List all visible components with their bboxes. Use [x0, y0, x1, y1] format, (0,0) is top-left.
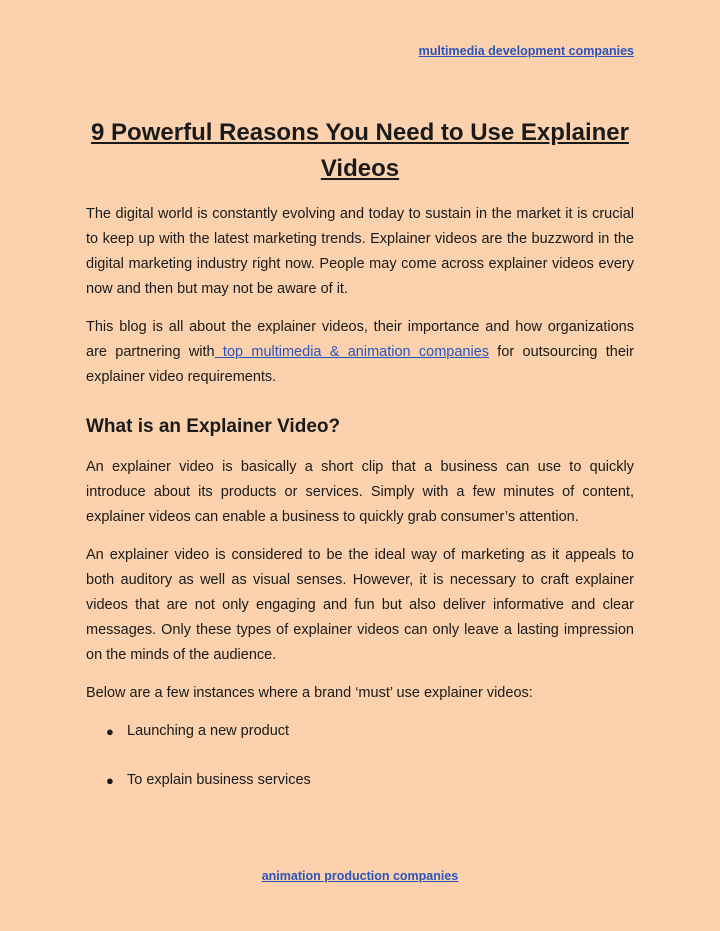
blog-paragraph-text-before: This blog is all about the explainer videos, their importance and how organizations are partnering with	[86, 319, 634, 360]
article-title: 9 Powerful Reasons You Need to Use Explainer Videos	[91, 119, 629, 182]
section-heading: What is an Explainer Video?	[86, 416, 341, 437]
blog-paragraph	[86, 315, 634, 390]
blog-paragraph-text-after: for outsourcing their explainer video requirements.	[86, 344, 634, 385]
article-body	[86, 202, 634, 817]
section-paragraph-2: An explainer video is considered to be the ideal way of marketing as it appeals to both auditory as well as visual senses. However, it is necessary to craft explainer videos that are not only engaging and fun but also deliver informative and clear messages. Only these types of explainer videos can only leave a lasting impression on the minds of the audience.	[86, 547, 634, 663]
list-item	[106, 768, 634, 793]
section-paragraph-1: An explainer video is basically a short clip that a business can use to quickly introduce about its products or services. Simply with a few minutes of content, explainer videos can enable a business to quickly grab consumer’s attention.	[86, 459, 634, 525]
bullet-list	[86, 719, 634, 793]
top-multimedia-companies-link[interactable]: top multimedia & animation companies	[214, 344, 490, 360]
list-item-text: To explain business services	[127, 772, 311, 788]
header-link[interactable]: multimedia development companies	[418, 44, 634, 58]
intro-paragraph: The digital world is constantly evolving and today to sustain in the market it is crucial to keep up with the latest marketing trends. Explainer videos are the buzzword in the digital marketing industry right now. People may come across explainer videos every now and then but may not be aware of it.	[86, 206, 634, 297]
bullet-icon: ●	[106, 724, 114, 739]
footer-link[interactable]: animation production companies	[261, 869, 459, 883]
list-intro: Below are a few instances where a brand ‘must’ use explainer videos:	[86, 685, 533, 701]
list-item	[106, 719, 634, 744]
bullet-icon: ●	[106, 773, 114, 788]
list-item-text: Launching a new product	[127, 723, 290, 739]
